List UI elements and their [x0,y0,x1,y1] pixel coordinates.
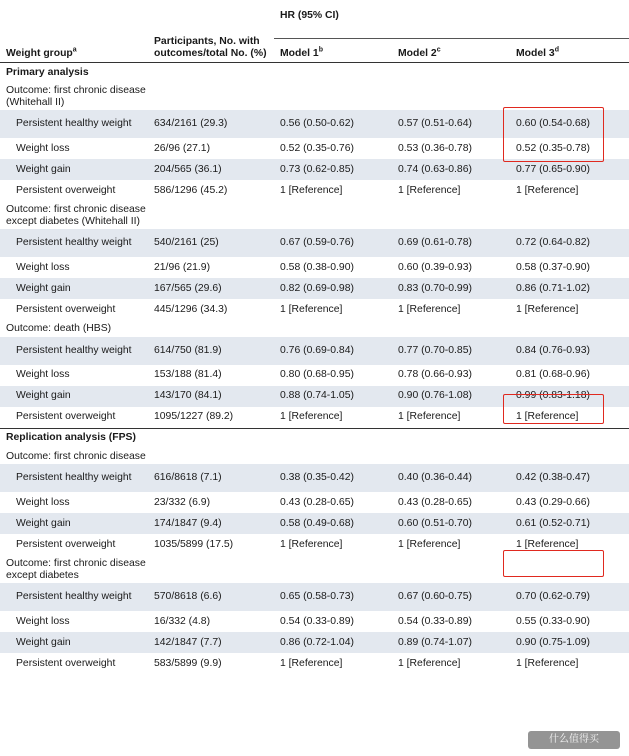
participants-cell: 26/96 (27.1) [154,142,211,154]
participants-cell: 142/1847 (7.7) [148,632,274,653]
model-2-cell: 0.69 (0.61-0.78) [392,229,510,257]
model-2-cell: 1 [Reference] [398,184,461,196]
participants-cell: 583/5899 (9.9) [154,657,222,669]
participants-cell: 445/1296 (34.3) [154,303,228,315]
weight-group-cell: Persistent healthy weight [0,464,148,492]
model-2-cell: 1 [Reference] [398,411,461,423]
table-row [0,611,629,632]
model-2-cell: 0.40 (0.36-0.44) [392,464,510,492]
outcome-title: Outcome: first chronic disease [6,450,146,462]
outcome-title: Outcome: first chronic disease except diabetes [6,558,146,581]
participants-cell: 634/2161 (29.3) [148,110,274,138]
model-3-cell: 0.61 (0.52-0.71) [510,513,629,534]
model-1-cell: 0.88 (0.74-1.05) [274,386,392,407]
table-row [0,513,629,534]
participants-cell: 204/565 (36.1) [148,159,274,180]
model-3-cell: 1 [Reference] [516,411,579,423]
model-2-header: Model 2$^c$ [392,39,510,63]
weight-group-cell: Weight gain [0,159,148,180]
model-3-cell: 0.77 (0.65-0.90) [510,159,629,180]
table-row [0,386,629,407]
model-1-cell: 1 [Reference] [280,411,343,423]
table-row [0,138,629,159]
weight-group-cell: Weight gain [0,278,148,299]
weight-group-cell: Persistent overweight [16,411,116,423]
model-1-cell: 1 [Reference] [280,657,343,669]
participants-cell: 570/8618 (6.6) [148,583,274,611]
table-row [0,632,629,653]
weight-group-cell: Weight loss [16,496,70,508]
hr-header: HR (95% CI) [280,10,339,21]
model-2-cell: 0.54 (0.33-0.89) [398,615,472,627]
table-row [0,583,629,611]
model-2-cell: 0.78 (0.66-0.93) [398,369,472,381]
model-1-cell: 0.52 (0.35-0.76) [280,142,354,154]
model-2-cell: 0.89 (0.74-1.07) [392,632,510,653]
table-row [0,337,629,365]
model-2-cell: 1 [Reference] [398,657,461,669]
weight-group-cell: Persistent healthy weight [0,337,148,365]
table-row [0,464,629,492]
model-3-cell: 1 [Reference] [516,303,579,315]
participants-cell: 586/1296 (45.2) [154,184,228,196]
model-3-cell: 0.84 (0.76-0.93) [510,337,629,365]
table-row [0,653,629,674]
model-3-cell: 0.43 (0.29-0.66) [516,496,590,508]
participants-cell: 153/188 (81.4) [154,369,222,381]
outcome-row [0,320,629,337]
weight-group-header: Weight group$^a$ [6,46,77,59]
model-2-cell: 1 [Reference] [398,303,461,315]
outcome-title: Outcome: first chronic disease (Whitehall II) [6,85,146,108]
table-row [0,110,629,138]
outcome-row [0,201,629,229]
participants-cell: 1035/5899 (17.5) [154,538,234,550]
model-3-cell: 0.99 (0.83-1.18) [510,386,629,407]
section-row [0,63,629,83]
model-3-cell: 1 [Reference] [516,538,579,550]
table-row [0,278,629,299]
section-row [0,428,629,448]
table-row [0,534,629,555]
model-1-cell: 0.82 (0.69-0.98) [274,278,392,299]
weight-group-cell: Persistent healthy weight [0,110,148,138]
model-2-cell: 0.57 (0.51-0.64) [392,110,510,138]
weight-group-cell: Persistent overweight [16,538,116,550]
table-row [0,407,629,429]
model-1-cell: 0.67 (0.59-0.76) [274,229,392,257]
model-3-cell: 0.81 (0.68-0.96) [516,369,590,381]
model-2-cell: 1 [Reference] [398,538,461,550]
participants-cell: 540/2161 (25) [148,229,274,257]
model-2-cell: 0.77 (0.70-0.85) [392,337,510,365]
model-1-cell: 0.73 (0.62-0.85) [274,159,392,180]
weight-group-cell: Weight loss [16,369,70,381]
section-title: Replication analysis (FPS) [0,428,629,448]
participants-cell: 16/332 (4.8) [154,615,211,627]
participants-cell: 174/1847 (9.4) [148,513,274,534]
model-2-cell: 0.83 (0.70-0.99) [392,278,510,299]
table-row [0,365,629,386]
model-3-cell: 0.72 (0.64-0.82) [510,229,629,257]
model-3-cell: 0.90 (0.75-1.09) [510,632,629,653]
model-1-cell: 0.43 (0.28-0.65) [280,496,354,508]
model-3-cell: 1 [Reference] [516,657,579,669]
participants-cell: 1095/1227 (89.2) [154,411,234,423]
model-3-cell: 0.60 (0.54-0.68) [510,110,629,138]
model-1-cell: 0.76 (0.69-0.84) [274,337,392,365]
model-2-cell: 0.60 (0.39-0.93) [398,261,472,273]
table-row [0,229,629,257]
model-1-cell: 0.58 (0.49-0.68) [274,513,392,534]
weight-group-cell: Persistent healthy weight [0,229,148,257]
model-1-cell: 0.65 (0.58-0.73) [274,583,392,611]
model-3-header: Model 3$^d$ [510,39,629,63]
model-2-cell: 0.53 (0.36-0.78) [398,142,472,154]
model-1-cell: 1 [Reference] [280,303,343,315]
model-1-cell: 0.80 (0.68-0.95) [280,369,354,381]
table-row [0,180,629,201]
model-3-cell: 0.58 (0.37-0.90) [516,261,590,273]
model-3-cell: 0.86 (0.71-1.02) [510,278,629,299]
model-2-cell: 0.67 (0.60-0.75) [392,583,510,611]
model-1-header: Model 1$^b$ [274,39,392,63]
outcome-row [0,555,629,583]
outcome-title: Outcome: first chronic disease except diabetes (Whitehall II) [6,204,146,227]
weight-group-cell: Persistent overweight [16,657,116,669]
weight-group-cell: Weight gain [0,632,148,653]
model-1-cell: 0.54 (0.33-0.89) [280,615,354,627]
model-2-cell: 0.43 (0.28-0.65) [398,496,472,508]
participants-cell: 167/565 (29.6) [148,278,274,299]
weight-group-cell: Weight loss [16,261,70,273]
model-1-cell: 1 [Reference] [280,538,343,550]
weight-group-cell: Persistent overweight [16,184,116,196]
model-3-cell: 0.55 (0.33-0.90) [516,615,590,627]
model-3-cell: 0.70 (0.62-0.79) [510,583,629,611]
model-2-cell: 0.90 (0.76-1.08) [392,386,510,407]
table-row [0,299,629,320]
model-2-cell: 0.60 (0.51-0.70) [392,513,510,534]
participants-cell: 143/170 (84.1) [148,386,274,407]
participants-cell: 21/96 (21.9) [154,261,211,273]
weight-group-cell: Weight gain [0,386,148,407]
outcome-row [0,448,629,465]
table-row [0,492,629,513]
weight-group-cell: Persistent overweight [16,303,116,315]
table-header [0,0,629,63]
weight-group-cell: Weight loss [16,142,70,154]
model-3-cell: 0.52 (0.35-0.78) [516,142,590,154]
outcome-title: Outcome: death (HBS) [6,323,112,334]
participants-cell: 614/750 (81.9) [148,337,274,365]
weight-group-cell: Weight gain [0,513,148,534]
weight-group-cell: Persistent healthy weight [0,583,148,611]
model-1-cell: 1 [Reference] [280,184,343,196]
watermark: 什么值得买 [528,731,620,749]
participants-header: Participants, No. with outcomes/total No. (%) [154,36,267,59]
model-1-cell: 0.38 (0.35-0.42) [274,464,392,492]
model-2-cell: 0.74 (0.63-0.86) [392,159,510,180]
model-1-cell: 0.56 (0.50-0.62) [274,110,392,138]
table-body [0,63,629,675]
weight-group-cell: Weight loss [16,615,70,627]
model-1-cell: 0.58 (0.38-0.90) [280,261,354,273]
section-title: Primary analysis [0,63,629,83]
model-1-cell: 0.86 (0.72-1.04) [274,632,392,653]
table-row [0,159,629,180]
outcome-row [0,82,629,110]
table-row [0,257,629,278]
participants-cell: 23/332 (6.9) [154,496,211,508]
model-3-cell: 1 [Reference] [516,184,579,196]
model-3-cell: 0.42 (0.38-0.47) [510,464,629,492]
participants-cell: 616/8618 (7.1) [148,464,274,492]
